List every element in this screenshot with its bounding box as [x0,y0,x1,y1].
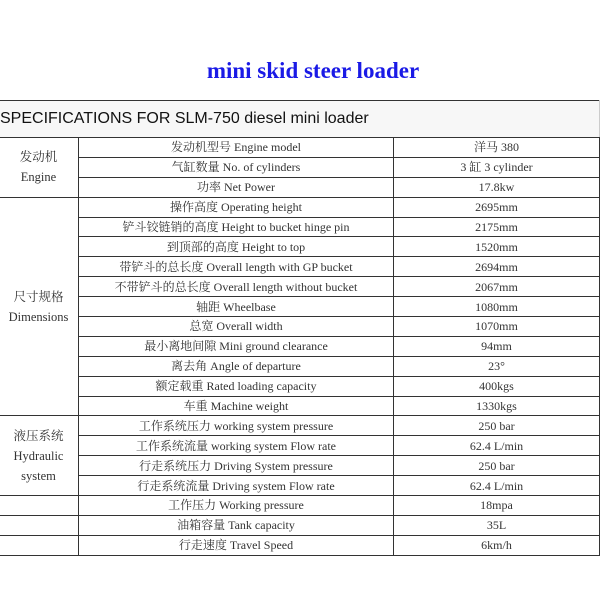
spec-item: 行走系统流量 Driving system Flow rate [79,476,394,496]
spec-item: 总宽 Overall width [79,317,394,337]
group-label: 尺寸规格 Dimensions [0,197,79,416]
spec-item: 车重 Machine weight [79,396,394,416]
table-row [0,476,600,496]
group-label [0,535,79,555]
spec-value: 62.4 L/min [394,436,600,456]
table-row [0,317,600,337]
specifications-table [0,100,600,556]
group-label [0,515,79,535]
table-header-row [0,101,600,138]
group-label: 液压系统 Hydraulic system [0,416,79,496]
spec-value: 2175mm [394,217,600,237]
table-row [0,456,600,476]
table-row [0,336,600,356]
spec-value: 18mpa [394,496,600,516]
spec-value: 洋马 380 [394,138,600,158]
table-row [0,197,600,217]
table-row [0,138,600,158]
spec-value: 250 bar [394,416,600,436]
group-label [0,496,79,516]
table-row [0,515,600,535]
spec-value: 2067mm [394,277,600,297]
table-row [0,496,600,516]
table-header: SPECIFICATIONS FOR SLM-750 diesel mini loader [0,101,600,138]
spec-value: 17.8kw [394,177,600,197]
spec-item: 油箱容量 Tank capacity [79,515,394,535]
spec-value: 94mm [394,336,600,356]
table-row [0,257,600,277]
spec-item: 工作系统流量 working system Flow rate [79,436,394,456]
page-title: mini skid steer loader [206,58,420,83]
spec-item: 不带铲斗的总长度 Overall length without bucket [79,277,394,297]
spec-item: 工作系统压力 working system pressure [79,416,394,436]
table-row [0,177,600,197]
table-row [0,237,600,257]
spec-value: 2695mm [394,197,600,217]
spec-value: 3 缸 3 cylinder [394,157,600,177]
table-row [0,297,600,317]
spec-item: 带铲斗的总长度 Overall length with GP bucket [79,257,394,277]
spec-item: 行走系统压力 Driving System pressure [79,456,394,476]
table-row [0,396,600,416]
spec-item: 气缸数量 No. of cylinders [79,157,394,177]
table-row [0,376,600,396]
table-row [0,277,600,297]
spec-item: 工作压力 Working pressure [79,496,394,516]
table-row [0,356,600,376]
spec-item: 最小离地间隙 Mini ground clearance [79,336,394,356]
spec-value: 6km/h [394,535,600,555]
spec-item: 操作高度 Operating height [79,197,394,217]
spec-value: 23° [394,356,600,376]
spec-value: 1520mm [394,237,600,257]
spec-value: 1080mm [394,297,600,317]
spec-item: 发动机型号 Engine model [79,138,394,158]
table-row [0,217,600,237]
spec-value: 400kgs [394,376,600,396]
spec-item: 铲斗铰链销的高度 Height to bucket hinge pin [79,217,394,237]
table-row [0,436,600,456]
spec-value: 35L [394,515,600,535]
spec-item: 离去角 Angle of departure [79,356,394,376]
spec-item: 功率 Net Power [79,177,394,197]
table-row [0,535,600,555]
spec-item: 行走速度 Travel Speed [79,535,394,555]
spec-value: 2694mm [394,257,600,277]
spec-value: 62.4 L/min [394,476,600,496]
spec-item: 轴距 Wheelbase [79,297,394,317]
table-row [0,416,600,436]
spec-item: 额定载重 Rated loading capacity [79,376,394,396]
spec-value: 1070mm [394,317,600,337]
group-label: 发动机 Engine [0,138,79,198]
spec-value: 1330kgs [394,396,600,416]
spec-item: 到顶部的高度 Height to top [79,237,394,257]
table-row [0,157,600,177]
spec-value: 250 bar [394,456,600,476]
